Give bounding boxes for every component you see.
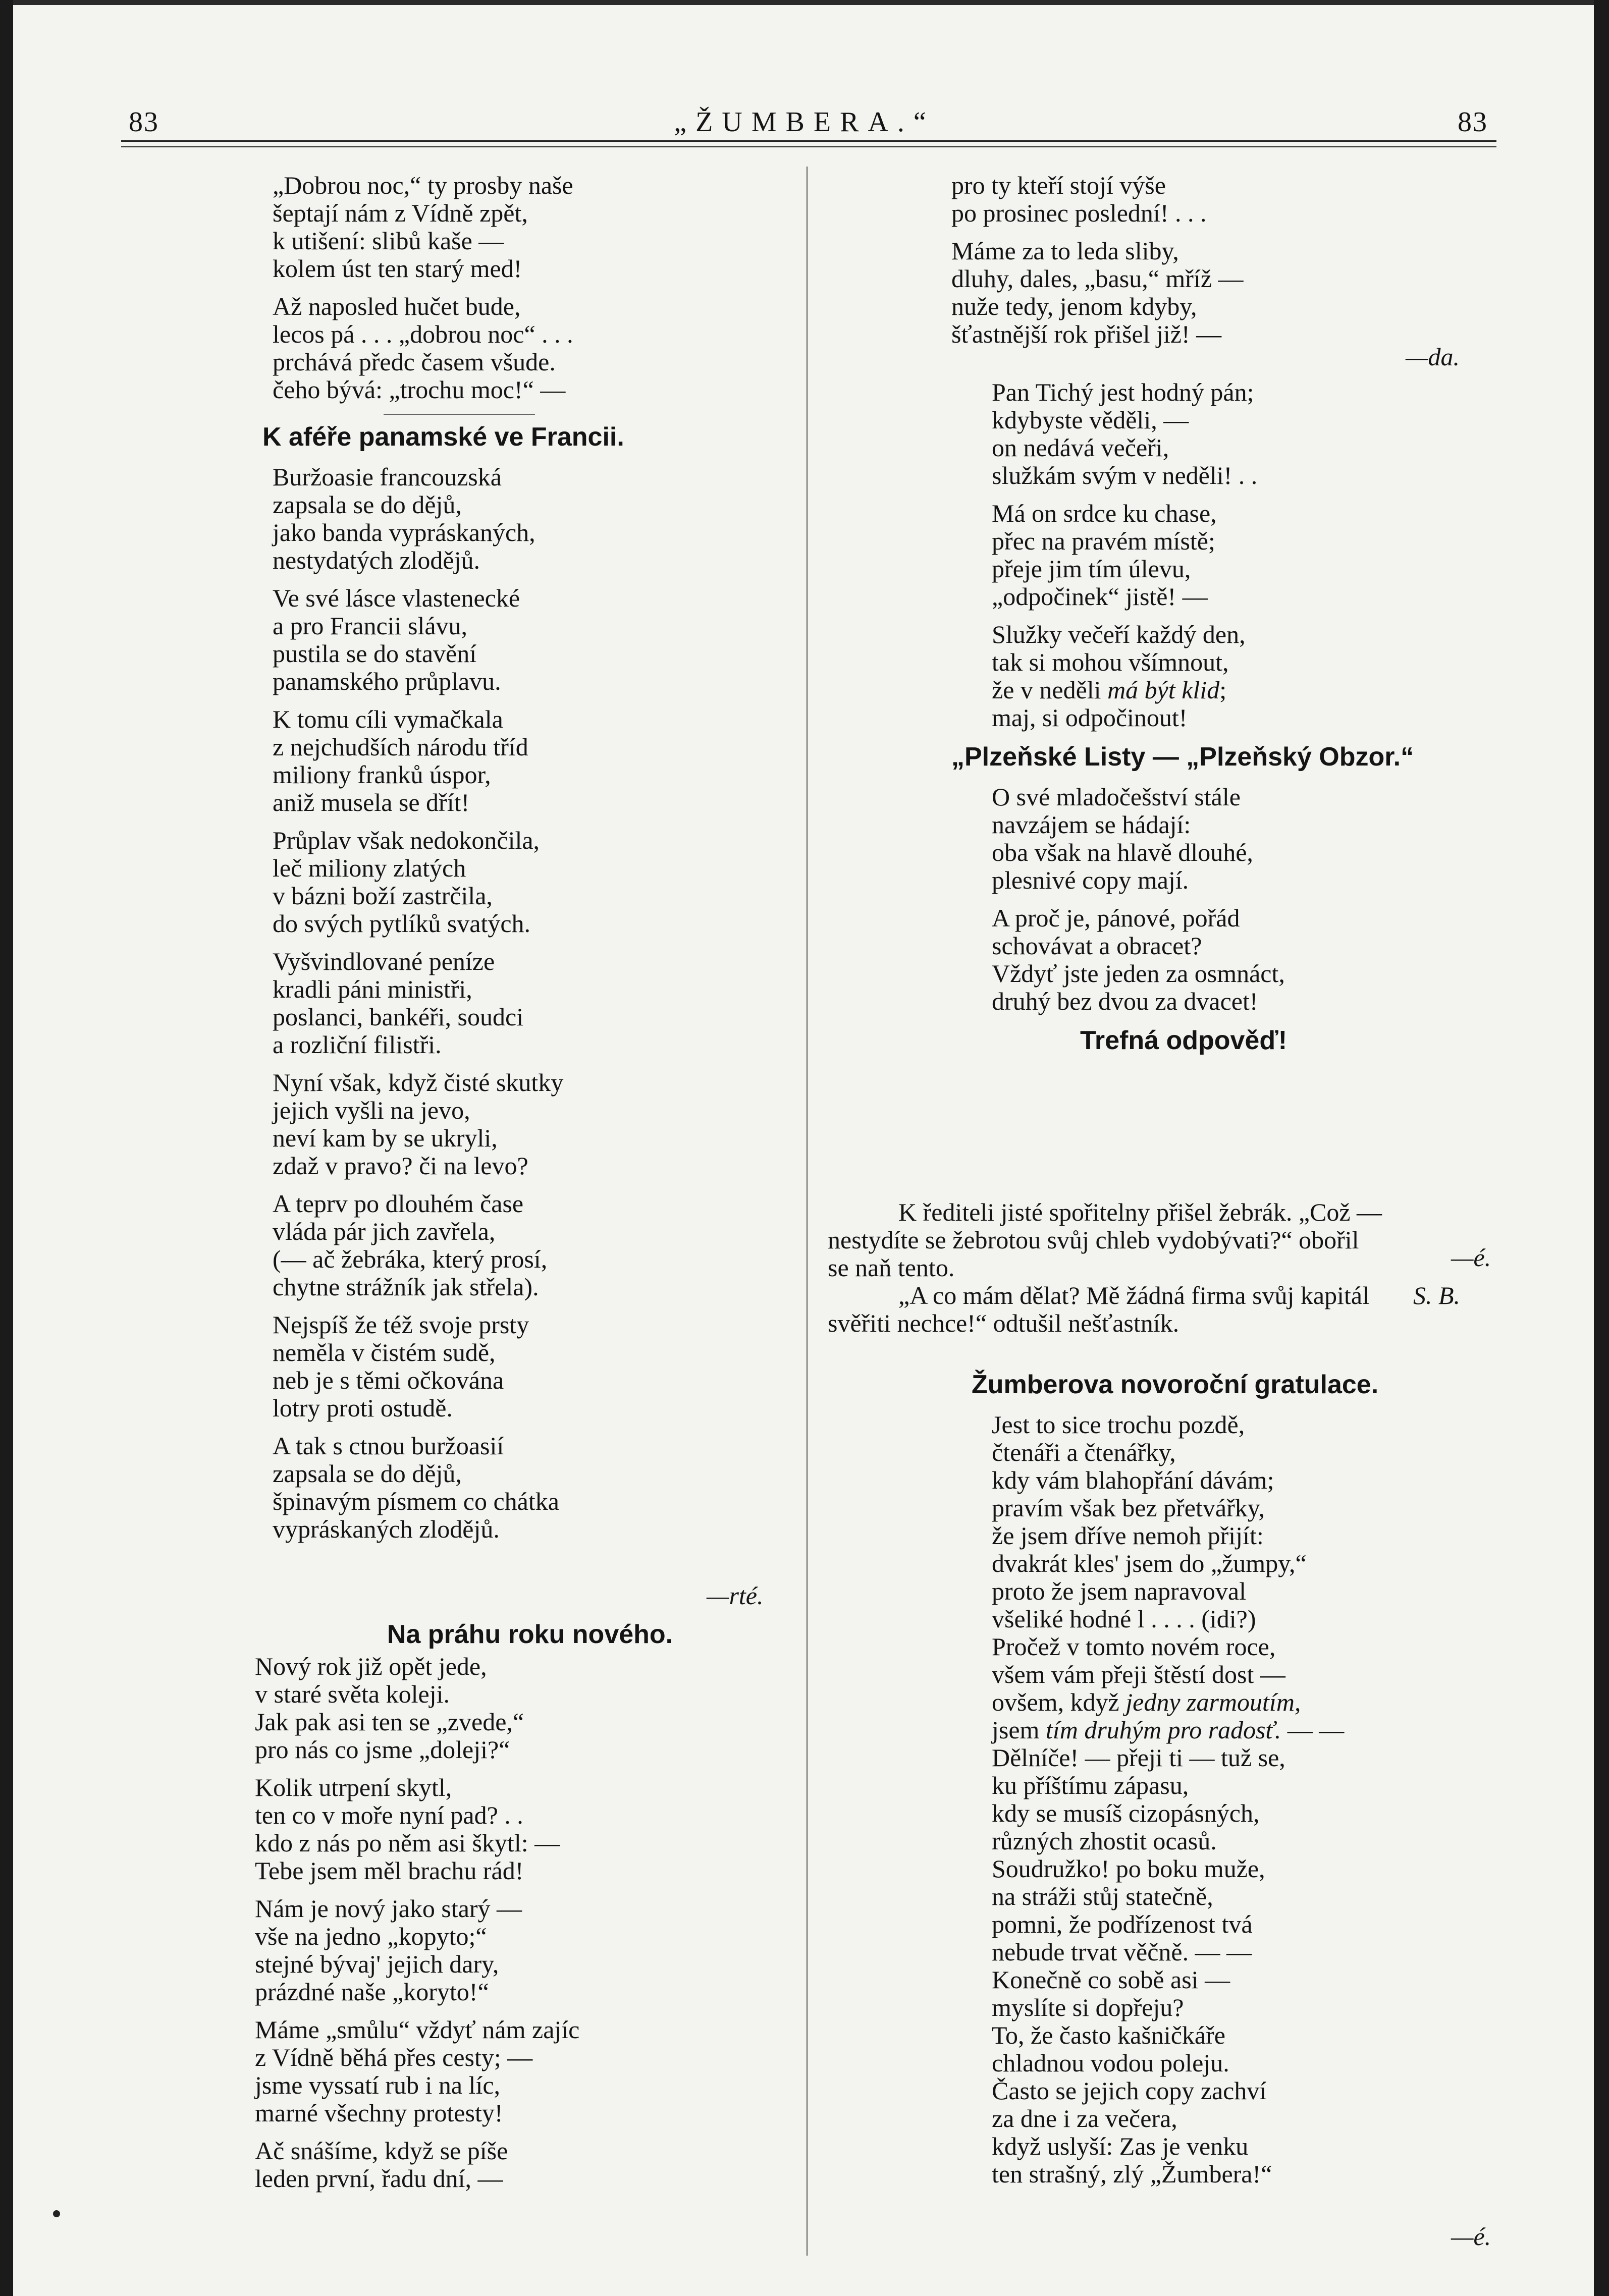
- verse-line: zapsala se do dějů,: [273, 490, 462, 519]
- verse-line: ten strašný, zlý „Žumbera!“: [992, 2160, 1272, 2188]
- verse-line: šťastnější rok přišel již! —: [951, 320, 1222, 348]
- stanza: [273, 948, 787, 1059]
- stanza: [951, 237, 1501, 348]
- verse-line: navzájem se hádají:: [992, 810, 1191, 839]
- stanza: [273, 1311, 787, 1422]
- verse-line: Pročež v tomto novém roce,: [992, 1632, 1276, 1661]
- verse-line: zdaž v pravo? či na levo?: [273, 1152, 528, 1180]
- stanza: [273, 1069, 787, 1180]
- verse-line: plesnivé copy mají.: [992, 866, 1189, 894]
- verse-line: miliony franků úspor,: [273, 760, 491, 789]
- poem-plzen: [992, 783, 1501, 1015]
- verse-line: ku příštímu zápasu,: [992, 1771, 1189, 1799]
- article-title-trefna: Trefná odpověď!: [1080, 1026, 1288, 1055]
- article-title-plzen: „Plzeňské Listy — „Plzeňský Obzor.“: [951, 742, 1414, 772]
- verse-line: „Dobrou noc,“ ty prosby naše: [273, 171, 573, 199]
- verse-line: jejich vyšli na jevo,: [273, 1096, 470, 1124]
- verse-line: proto že jsem napravoval: [992, 1577, 1246, 1605]
- verse-line: ten co v moře nyní pad? . .: [255, 1801, 523, 1829]
- verse-line: Má on srdce ku chase,: [992, 499, 1217, 527]
- verse-line: Vždyť jste jeden za osmnáct,: [992, 959, 1285, 988]
- page-number-right: 83: [1458, 106, 1488, 138]
- italic-phrase: jedny zarmoutím,: [1125, 1688, 1301, 1716]
- verse-line: a pro Francii slávu,: [273, 612, 468, 640]
- verse-line: Dělníče! — přeji ti — tuž se,: [992, 1743, 1285, 1772]
- article-title-panama: K aféře panamské ve Francii.: [262, 422, 624, 452]
- prose-line: se naň tento.: [828, 1253, 955, 1282]
- verse-line: kdy vám blahopřání dávám;: [992, 1466, 1274, 1494]
- verse-line: všem vám přeji štěstí dost —: [992, 1660, 1285, 1688]
- verse-line: Nyní však, když čisté skutky: [273, 1068, 564, 1097]
- ink-spot: [53, 2210, 60, 2217]
- verse-line: dluhy, dales, „basu,“ mříž —: [951, 264, 1244, 293]
- verse-line: Služky večeří každý den,: [992, 620, 1246, 648]
- verse-line: že v neděli má být klid;: [992, 676, 1227, 704]
- paragraph-1: [828, 1198, 1489, 1282]
- column-divider: [807, 167, 808, 2256]
- verse-line: panamského průplavu.: [273, 667, 501, 695]
- verse-line: po prosinec poslední! . . .: [951, 199, 1207, 227]
- stanza: [992, 904, 1501, 1015]
- verse-line: Vyšvindlované peníze: [273, 947, 495, 975]
- verse-line: Tebe jsem měl brachu rád!: [255, 1856, 524, 1885]
- verse-line: Pan Tichý jest hodný pán;: [992, 378, 1254, 406]
- verse-line: neb je s těmi očkována: [273, 1366, 504, 1394]
- verse-line: přeje jim tím úlevu,: [992, 555, 1191, 583]
- verse-line: schovávat a obracet?: [992, 932, 1202, 960]
- verse-line: jsme vyssatí rub i na líc,: [255, 2071, 501, 2099]
- verse-line: nuže tedy, jenom kdyby,: [951, 292, 1197, 320]
- verse-line: šeptají nám z Vídně zpět,: [273, 199, 528, 227]
- verse-line: Nový rok již opět jede,: [255, 1652, 487, 1680]
- stanza: [255, 2016, 800, 2127]
- signature-rte: —rté.: [707, 1581, 764, 1610]
- verse-line: Soudružko! po boku muže,: [992, 1854, 1265, 1883]
- verse-line: za dne i za večera,: [992, 2104, 1177, 2133]
- verse-line: tak si mohou všímnout,: [992, 648, 1229, 676]
- verse-line: v bázni boží zastrčila,: [273, 882, 493, 910]
- stanza: [273, 584, 787, 695]
- verse-line: vláda pár jich zavřela,: [273, 1217, 496, 1245]
- prose-trefna: [828, 1198, 1489, 1337]
- verse-line: a rozliční filistři.: [273, 1030, 442, 1059]
- header-rule: [121, 140, 1496, 142]
- verse-line: maj, si odpočinout!: [992, 703, 1188, 732]
- stanza: [273, 705, 787, 816]
- italic-phrase: má být klid: [1107, 676, 1220, 704]
- verse-line: pro ty kteří stojí výše: [951, 171, 1166, 199]
- page-number-left: 83: [129, 106, 159, 138]
- verse-line: Máme „smůlu“ vždyť nám zajíc: [255, 2015, 580, 2044]
- stanza: [992, 621, 1501, 732]
- verse-line: ovšem, když jedny zarmoutím,: [992, 1688, 1301, 1716]
- article-separator: [384, 414, 535, 415]
- poem-pan-tichy: [992, 378, 1501, 732]
- verse-line: když uslyší: Zas je venku: [992, 2132, 1249, 2160]
- article-title-prah: Na práhu roku nového.: [387, 1620, 673, 1649]
- article-title-gratulace: Žumberova novoroční gratulace.: [972, 1370, 1379, 1399]
- stanza: [992, 783, 1501, 894]
- verse-line: dvakrát kles' jsem do „žumpy,“: [992, 1549, 1307, 1577]
- verse-line: Až naposled hučet bude,: [273, 292, 521, 320]
- stanza: [951, 172, 1501, 227]
- verse-line: jako banda vypráskaných,: [273, 518, 535, 546]
- verse-line: vše na jedno „kopyto;“: [255, 1922, 487, 1950]
- left-column: [262, 171, 787, 1610]
- stanza: [255, 1774, 800, 1885]
- verse-line: služkám svým v neděli! . .: [992, 461, 1258, 489]
- scan-edge-right: [1594, 0, 1609, 2296]
- verse-line: nestydatých zlodějů.: [273, 546, 480, 574]
- stanza: [273, 1190, 787, 1301]
- verse-line: To, že často kašničkáře: [992, 2021, 1225, 2049]
- verse-line: leden první, řadu dní, —: [255, 2164, 503, 2193]
- verse-line: K tomu cíli vymačkala: [273, 705, 503, 733]
- verse-line: Nám je nový jako starý —: [255, 1894, 522, 1923]
- verse-line: kolem úst ten starý med!: [273, 254, 522, 283]
- stanza: [992, 500, 1501, 611]
- verse-line: stejné bývaj' jejich dary,: [255, 1950, 499, 1978]
- stanza: [255, 1895, 800, 2006]
- verse-line: neví kam by se ukryli,: [273, 1124, 498, 1152]
- stanza: [273, 827, 787, 938]
- prose-line: K řediteli jisté spořitelny přišel žebrák. „Což —: [898, 1198, 1382, 1226]
- verse-line: pustila se do stavění: [273, 639, 477, 668]
- verse-line: na stráži stůj statečně,: [992, 1882, 1213, 1910]
- verse-line: nebude trvat věčně. — —: [992, 1938, 1252, 1966]
- verse-line: leč miliony zlatých: [273, 854, 466, 882]
- verse-line: chladnou vodou poleju.: [992, 2049, 1229, 2077]
- paragraph-2: [828, 1282, 1489, 1337]
- verse-line: čtenáři a čtenářky,: [992, 1438, 1176, 1466]
- poem-gratulace: [992, 1411, 1501, 2188]
- verse-line: on nedává večeři,: [992, 433, 1169, 462]
- header-rule-thin: [121, 146, 1496, 147]
- poem-dobrou-noc: [273, 172, 787, 404]
- verse-line: různých zhostit ocasů.: [992, 1827, 1217, 1855]
- italic-phrase: tím druhým pro radosť.: [1045, 1716, 1281, 1744]
- verse-line: v staré světa koleji.: [255, 1680, 450, 1708]
- verse-line: kdo z nás po něm asi škytl: —: [255, 1829, 560, 1857]
- verse-line: k utišení: slibů kaše —: [273, 227, 504, 255]
- verse-line: z nejchudších národu tříd: [273, 733, 528, 761]
- verse-line: prázdné naše „koryto!“: [255, 1978, 489, 2006]
- verse-line: Jest to sice trochu pozdě,: [992, 1410, 1245, 1439]
- stanza: [273, 172, 787, 283]
- verse-line: chytne strážník jak střela).: [273, 1273, 539, 1301]
- scan-edge-left: [0, 0, 13, 2296]
- verse-line: čeho bývá: „trochu moc!“ —: [273, 375, 566, 404]
- verse-line: Máme za to leda sliby,: [951, 237, 1179, 265]
- verse-line: A proč je, pánové, pořád: [992, 904, 1240, 932]
- verse-line: Nejspíš že též svoje prsty: [273, 1310, 529, 1339]
- prose-line: „A co mám dělat? Mě žádná firma svůj kapitál: [898, 1281, 1369, 1309]
- verse-line: špinavým písmem co chátka: [273, 1487, 559, 1515]
- verse-line: že jsem dříve nemoh přijít:: [992, 1521, 1264, 1550]
- verse-line: aniž musela se dřít!: [273, 788, 470, 816]
- verse-line: prchává předc časem všude.: [273, 348, 556, 376]
- verse-line: (— ač žebráka, který prosí,: [273, 1245, 548, 1273]
- verse-line: neměla v čistém sudě,: [273, 1338, 496, 1366]
- verse-line: oba však na hlavě dlouhé,: [992, 838, 1253, 866]
- verse-line: pro nás co jsme „doleji?“: [255, 1735, 510, 1764]
- verse-line: jsem tím druhým pro radosť. — —: [992, 1716, 1345, 1744]
- verse-line: myslíte si dopřeju?: [992, 1993, 1184, 2021]
- poem-continuation: [951, 172, 1501, 348]
- left-column-lower: [255, 1620, 800, 2203]
- verse-line: poslanci, bankéři, soudci: [273, 1003, 524, 1031]
- gratulace-block: [951, 1362, 1501, 2251]
- scan-edge-top: [0, 0, 1609, 5]
- verse-line: Ač snášíme, když se píše: [255, 2137, 508, 2165]
- verse-line: A teprv po dlouhém čase: [273, 1189, 524, 1218]
- masthead-title: „ŽUMBERA.“: [674, 106, 935, 138]
- signature-sb: S. B.: [1413, 1281, 1461, 1309]
- verse-line: kdybyste věděli, —: [992, 406, 1189, 434]
- stanza: [273, 1432, 787, 1543]
- verse-line: marné všechny protesty!: [255, 2099, 503, 2127]
- verse-line: Buržoasie francouzská: [273, 463, 502, 491]
- signature-da: —da.: [1406, 343, 1460, 371]
- signature-gratulace: —é.: [1451, 2222, 1491, 2251]
- verse-line: Průplav však nedokončila,: [273, 826, 540, 854]
- poem-panama: [273, 463, 787, 1543]
- verse-line: kradli páni ministři,: [273, 975, 472, 1003]
- prose-line: nestydíte se žebrotou svůj chleb vydobývati?“ obořil: [828, 1226, 1359, 1254]
- verse-line: Kolik utrpení skytl,: [255, 1773, 452, 1801]
- verse-line: z Vídně běhá přes cesty; —: [255, 2043, 533, 2071]
- verse-line: lotry proti ostudě.: [273, 1394, 453, 1422]
- stanza: [255, 1653, 800, 1764]
- verse-line: „odpočinek“ jistě! —: [992, 582, 1208, 611]
- verse-line: Často se jejich copy zachví: [992, 2076, 1267, 2105]
- verse-line: do svých pytlíků svatých.: [273, 909, 531, 938]
- verse-line: Konečně co sobě asi —: [992, 1965, 1230, 1994]
- verse-line: lecos pá . . . „dobrou noc“ . . .: [273, 320, 573, 348]
- stanza: [992, 378, 1501, 489]
- stanza: [255, 2137, 800, 2193]
- verse-line: Ve své lásce vlastenecké: [273, 584, 520, 612]
- verse-line: druhý bez dvou za dvacet!: [992, 987, 1258, 1015]
- verse-line: zapsala se do dějů,: [273, 1459, 462, 1488]
- signature-plzen: —é.: [1451, 1243, 1491, 1272]
- verse-line: pomni, že podřízenost tvá: [992, 1910, 1253, 1938]
- verse-line: A tak s ctnou buržoasií: [273, 1432, 504, 1460]
- verse-line: O své mladočešství stále: [992, 783, 1241, 811]
- verse-line: vypráskaných zlodějů.: [273, 1515, 500, 1543]
- verse-line: kdy se musíš cizopásných,: [992, 1799, 1260, 1827]
- prose-line: svěřiti nechce!“ odtušil nešťastník.: [828, 1309, 1179, 1337]
- poem-prah: [255, 1653, 800, 2193]
- verse-line: přec na pravém místě;: [992, 527, 1215, 555]
- verse-line: pravím však bez přetvářky,: [992, 1494, 1265, 1522]
- stanza: [273, 293, 787, 404]
- verse-line: Jak pak asi ten se „zvede,“: [255, 1708, 524, 1736]
- verse-line: všeliké hodné l . . . . (idi?): [992, 1605, 1256, 1633]
- stanza: [273, 463, 787, 574]
